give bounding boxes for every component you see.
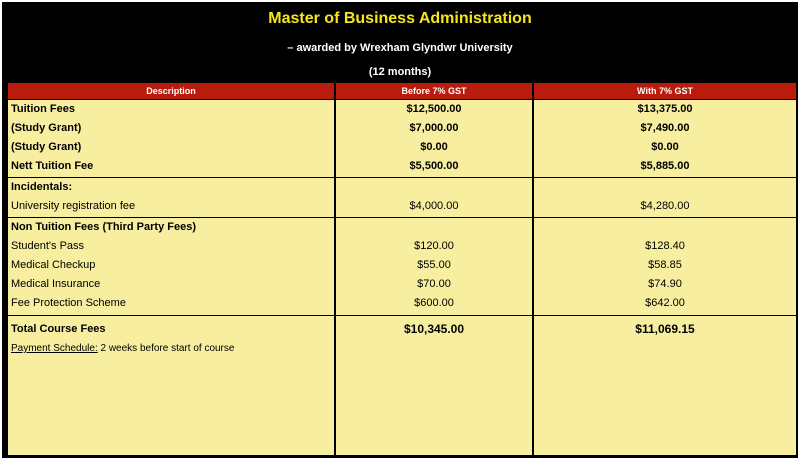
non-tuition-description-cell: [8, 218, 334, 315]
tuition-group: [8, 100, 796, 177]
page-title: Master of Business Administration: [268, 10, 532, 27]
incidentals-before-gst-cell: [336, 178, 532, 217]
fees-table: [6, 82, 798, 456]
incidentals-description-cell: [8, 178, 334, 217]
study-grant-before-gst: $7,000.00: [409, 122, 459, 134]
page-subtitle: – awarded by Wrexham Glyndwr University: [287, 42, 513, 54]
medical-insurance-with-gst: $74.90: [648, 278, 682, 290]
students-pass-before-gst: $120.00: [414, 240, 454, 252]
study-grant-label: (Study Grant): [11, 122, 82, 134]
medical-insurance-before-gst: $70.00: [417, 278, 451, 290]
students-pass-with-gst: $128.40: [645, 240, 685, 252]
students-pass-label: Student's Pass: [11, 240, 85, 252]
total-course-fees-label: Total Course Fees: [11, 323, 106, 335]
tuition-fees-label: Tuition Fees: [11, 103, 75, 115]
payment-schedule-label: Payment Schedule:: [11, 343, 98, 354]
non-tuition-group: [8, 218, 796, 315]
tuition-fees-with-gst: $13,375.00: [637, 103, 693, 115]
medical-insurance-label: Medical Insurance: [11, 278, 101, 290]
tuition-with-gst-cell: [534, 100, 796, 177]
fee-protection-scheme-before-gst: $600.00: [414, 297, 454, 309]
fee-sheet: [2, 2, 798, 458]
non-tuition-with-gst-cell: [534, 218, 796, 315]
registration-fee-label: University registration fee: [11, 200, 136, 212]
incidentals-heading: Incidentals:: [11, 181, 73, 193]
study-grant-with-gst: $0.00: [651, 141, 679, 153]
registration-fee-before-gst: $4,000.00: [409, 200, 459, 212]
medical-checkup-label: Medical Checkup: [11, 259, 96, 271]
fee-protection-scheme-with-gst: $642.00: [645, 297, 685, 309]
column-header-row: [8, 83, 796, 99]
course-duration: (12 months): [368, 66, 432, 78]
nett-tuition-fee-before-gst: $5,500.00: [409, 160, 459, 172]
total-with-gst-cell: [534, 316, 796, 455]
nett-tuition-fee-label: Nett Tuition Fee: [11, 160, 94, 172]
nett-tuition-fee-with-gst: $5,885.00: [640, 160, 690, 172]
payment-schedule-text: 2 weeks before start of course: [97, 343, 235, 354]
non-tuition-heading: Non Tuition Fees (Third Party Fees): [11, 221, 196, 233]
total-course-fees-before-gst: $10,345.00: [403, 322, 465, 336]
total-course-fees-with-gst: $11,069.15: [635, 322, 695, 336]
incidentals-group: [8, 178, 796, 217]
registration-fee-with-gst: $4,280.00: [640, 200, 690, 212]
study-grant-label: (Study Grant): [11, 141, 82, 153]
column-header-before-gst: Before 7% GST: [336, 83, 532, 99]
total-group: [8, 316, 796, 455]
medical-checkup-before-gst: $55.00: [417, 259, 451, 271]
column-header-with-gst: With 7% GST: [534, 83, 796, 99]
study-grant-before-gst: $0.00: [420, 141, 448, 153]
tuition-fees-before-gst: $12,500.00: [406, 103, 462, 115]
incidentals-with-gst-cell: [534, 178, 796, 217]
fee-protection-scheme-label: Fee Protection Scheme: [11, 297, 126, 309]
tuition-before-gst-cell: [336, 100, 532, 177]
total-before-gst-cell: [336, 316, 532, 455]
column-header-description: Description: [8, 83, 334, 99]
payment-schedule: [8, 342, 334, 356]
study-grant-with-gst: $7,490.00: [640, 122, 690, 134]
total-description-cell: [8, 316, 334, 455]
medical-checkup-with-gst: $58.85: [648, 259, 682, 271]
tuition-description-cell: [8, 100, 334, 177]
non-tuition-before-gst-cell: [336, 218, 532, 315]
